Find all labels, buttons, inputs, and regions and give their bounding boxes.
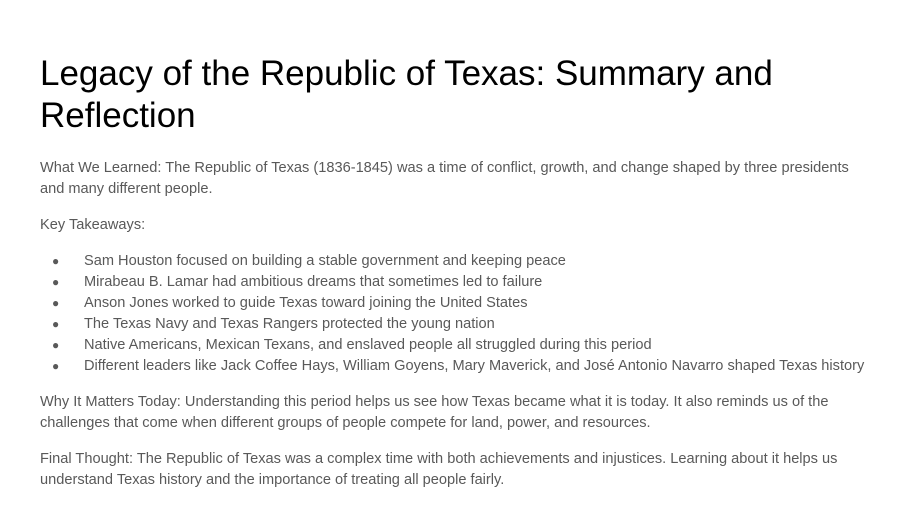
bullet-icon: ●: [52, 359, 60, 373]
key-takeaways-heading: Key Takeaways:: [40, 217, 146, 233]
why-it-matters-paragraph: Why It Matters Today: Understanding this period helps us see how Texas became what it is today. It also reminds us of the challenges that come when different groups of people compete for land, power, and resources.: [40, 394, 829, 431]
list-item-text: Mirabeau B. Lamar had ambitious dreams that sometimes led to failure: [84, 274, 543, 290]
list-item: [40, 272, 870, 293]
list-item: [40, 356, 870, 377]
list-item-text: Native Americans, Mexican Texans, and enslaved people all struggled during this period: [84, 337, 652, 353]
list-item: [40, 251, 870, 272]
bullet-icon: ●: [52, 275, 60, 289]
final-thought-paragraph: Final Thought: The Republic of Texas was a complex time with both achievements and injustices. Learning about it helps us understand Texas history and the importance of treating all people fairly.: [40, 451, 838, 488]
list-item: [40, 335, 870, 356]
list-item-text: Anson Jones worked to guide Texas toward joining the United States: [84, 295, 528, 311]
bullet-icon: ●: [52, 254, 60, 268]
bullet-icon: ●: [52, 317, 60, 331]
what-we-learned-paragraph: What We Learned: The Republic of Texas (1836-1845) was a time of conflict, growth, and change shaped by three presidents and many different people.: [40, 160, 849, 197]
key-takeaways-list: [40, 251, 870, 377]
bullet-icon: ●: [52, 296, 60, 310]
list-item: [40, 293, 870, 314]
list-item-text: Different leaders like Jack Coffee Hays, William Goyens, Mary Maverick, and José Antonio Navarro shaped Texas history: [84, 358, 865, 374]
slide-title: Legacy of the Republic of Texas: Summary and Reflection: [40, 54, 773, 135]
slide-body: [40, 158, 870, 506]
list-item-text: The Texas Navy and Texas Rangers protected the young nation: [84, 316, 495, 332]
list-item-text: Sam Houston focused on building a stable government and keeping peace: [84, 253, 566, 269]
list-item: [40, 314, 870, 335]
bullet-icon: ●: [52, 338, 60, 352]
